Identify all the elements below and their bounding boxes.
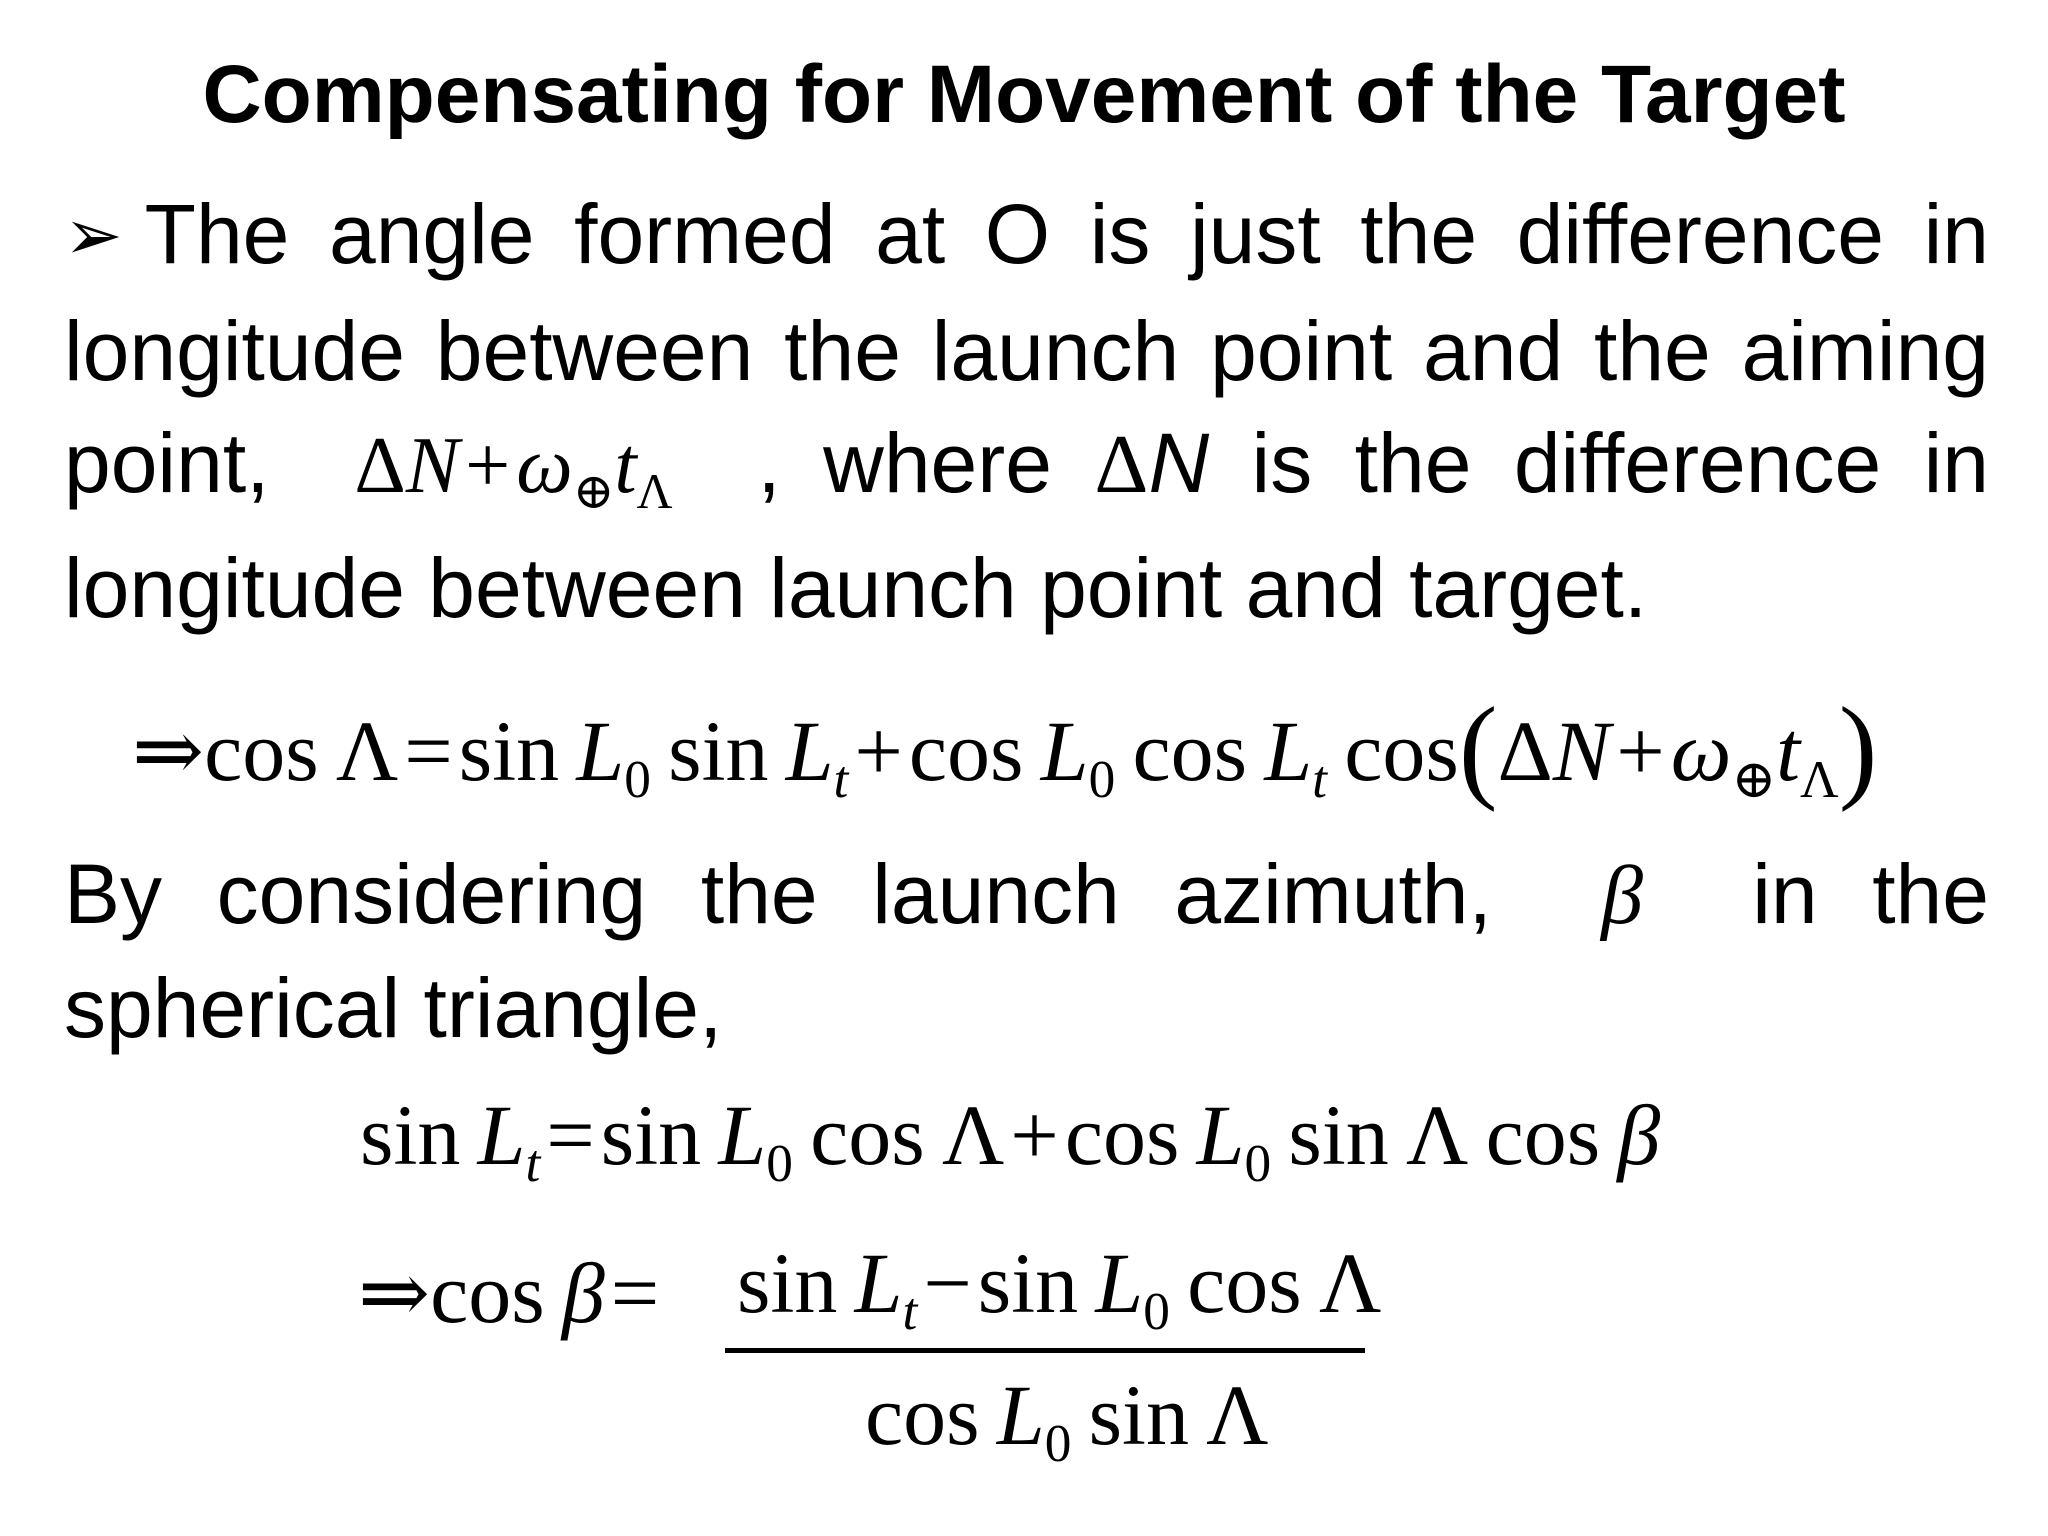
fraction-denominator: cos L0 sin Λ (865, 1367, 1269, 1474)
paragraph-text-c: is the difference in longitude between launch point and target. (64, 416, 1990, 635)
equation-cos-beta-lhs: ⇒cos β= (358, 1245, 660, 1341)
equation-cos-lambda: ⇒cos Λ=sin L0 sin Lt+cos L0 cos Lt cos(ΔN+ω⊕tΛ) (132, 684, 1878, 813)
paragraph-text-b: , where (757, 416, 1052, 510)
delta-n-variable: ΔN (1094, 416, 1210, 511)
equation-sin-lt: sin Lt=sin L0 cos Λ+cos L0 sin Λ cos β (360, 1087, 1661, 1194)
paragraph2-text-a: By considering the launch azimuth, (64, 847, 1492, 941)
paragraph-text-a: The angle formed at O is just the difference in longitude between the launch point and the aiming point, (64, 187, 1989, 510)
paragraph-azimuth (64, 838, 1989, 1064)
paragraph2-text-b: in the spherical triangle, (64, 847, 1989, 1055)
fraction-bar (725, 1348, 1365, 1353)
fraction-numerator: sin Lt−sin L0 cos Λ (737, 1235, 1382, 1342)
paragraph-longitude (64, 178, 1989, 644)
slide-title: Compensating for Movement of the Target (202, 49, 1846, 140)
arrow-bullet-icon: ➢ (64, 196, 123, 274)
inline-formula-longitude: ΔN+ω⊕tΛ (354, 422, 673, 519)
beta-variable: β (1601, 849, 1643, 942)
